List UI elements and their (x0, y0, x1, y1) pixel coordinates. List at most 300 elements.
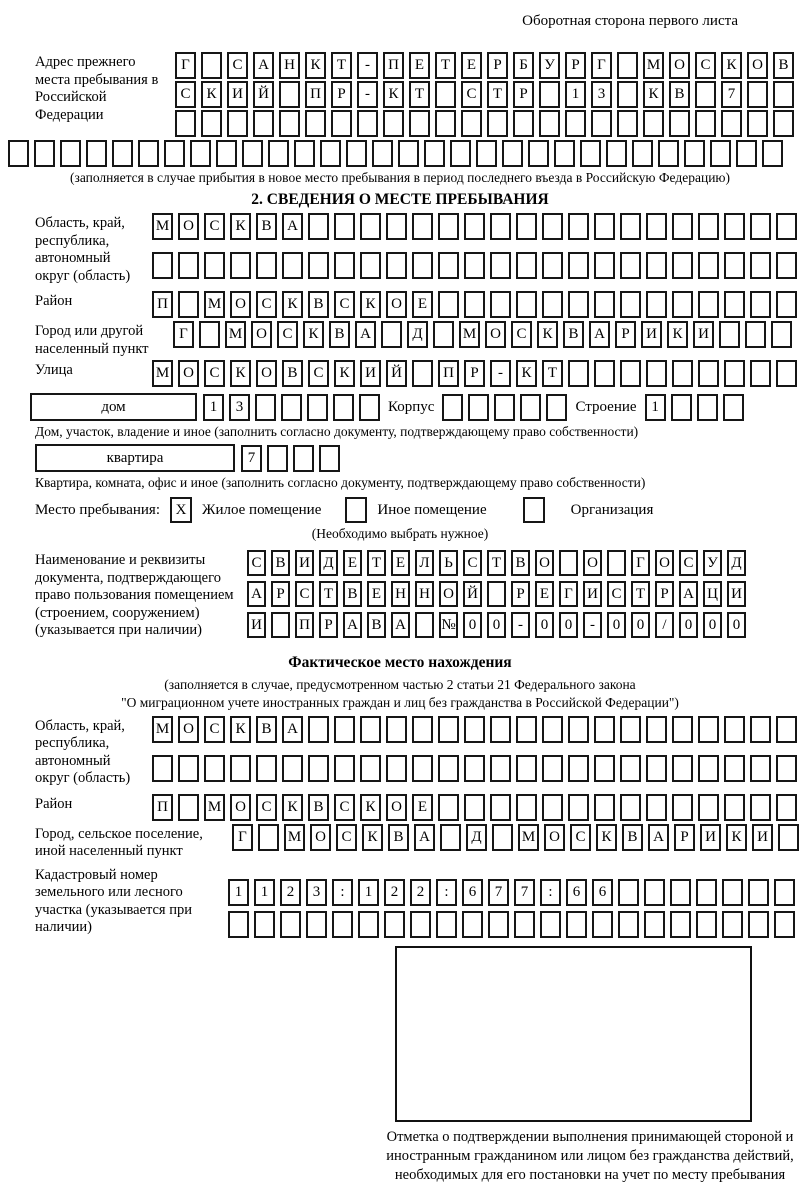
other-premises-checkbox[interactable] (345, 497, 367, 523)
char-cell[interactable] (620, 291, 641, 318)
char-cell[interactable]: О (544, 824, 565, 851)
char-cell[interactable]: Г (559, 581, 578, 607)
char-cell[interactable]: В (271, 550, 290, 576)
char-cell[interactable]: Г (173, 321, 194, 348)
char-cell[interactable] (698, 291, 719, 318)
char-cell[interactable] (620, 794, 641, 821)
char-cell[interactable] (670, 911, 691, 938)
char-cell[interactable]: № (439, 612, 458, 638)
char-cell[interactable] (438, 252, 459, 279)
char-cell[interactable] (516, 252, 537, 279)
char-cell[interactable]: Е (409, 52, 430, 79)
char-cell[interactable] (559, 550, 578, 576)
char-cell[interactable]: Т (331, 52, 352, 79)
char-cell[interactable]: Т (487, 81, 508, 108)
char-cell[interactable]: С (461, 81, 482, 108)
char-cell[interactable] (554, 140, 575, 167)
char-cell[interactable]: О (178, 716, 199, 743)
char-cell[interactable]: Т (367, 550, 386, 576)
char-cell[interactable]: В (308, 291, 329, 318)
char-cell[interactable] (516, 213, 537, 240)
char-cell[interactable]: М (225, 321, 246, 348)
char-cell[interactable]: - (583, 612, 602, 638)
char-cell[interactable] (242, 140, 263, 167)
char-cell[interactable]: 0 (727, 612, 746, 638)
char-cell[interactable] (360, 213, 381, 240)
char-cell[interactable] (594, 291, 615, 318)
char-cell[interactable] (672, 360, 693, 387)
char-cell[interactable]: И (247, 612, 266, 638)
char-cell[interactable] (490, 716, 511, 743)
char-cell[interactable] (750, 213, 771, 240)
char-cell[interactable]: С (511, 321, 532, 348)
char-cell[interactable]: О (439, 581, 458, 607)
char-cell[interactable]: С (308, 360, 329, 387)
char-cell[interactable] (594, 716, 615, 743)
char-cell[interactable] (646, 755, 667, 782)
char-cell[interactable]: С (227, 52, 248, 79)
char-cell[interactable] (398, 140, 419, 167)
char-cell[interactable]: С (570, 824, 591, 851)
char-cell[interactable] (201, 110, 222, 137)
char-cell[interactable]: К (282, 291, 303, 318)
char-cell[interactable] (279, 110, 300, 137)
char-cell[interactable]: В (329, 321, 350, 348)
char-cell[interactable] (216, 140, 237, 167)
char-cell[interactable] (201, 52, 222, 79)
char-cell[interactable] (228, 911, 249, 938)
char-cell[interactable]: 3 (229, 394, 250, 421)
char-cell[interactable] (253, 110, 274, 137)
char-cell[interactable] (435, 110, 456, 137)
char-cell[interactable]: - (357, 81, 378, 108)
char-cell[interactable]: С (679, 550, 698, 576)
char-cell[interactable] (334, 716, 355, 743)
char-cell[interactable]: А (679, 581, 698, 607)
char-cell[interactable] (542, 716, 563, 743)
char-cell[interactable] (331, 110, 352, 137)
char-cell[interactable]: И (700, 824, 721, 851)
char-cell[interactable] (412, 213, 433, 240)
char-cell[interactable] (698, 794, 719, 821)
char-cell[interactable] (724, 360, 745, 387)
char-cell[interactable]: А (282, 716, 303, 743)
char-cell[interactable]: А (343, 612, 362, 638)
char-cell[interactable]: В (388, 824, 409, 851)
char-cell[interactable]: С (295, 581, 314, 607)
char-cell[interactable] (644, 879, 665, 906)
char-cell[interactable] (762, 140, 783, 167)
char-cell[interactable]: Е (412, 291, 433, 318)
char-cell[interactable]: О (669, 52, 690, 79)
char-cell[interactable] (698, 360, 719, 387)
char-cell[interactable] (646, 291, 667, 318)
char-cell[interactable]: О (178, 213, 199, 240)
char-cell[interactable] (617, 110, 638, 137)
char-cell[interactable] (776, 755, 797, 782)
char-cell[interactable] (658, 140, 679, 167)
char-cell[interactable] (542, 755, 563, 782)
char-cell[interactable]: О (230, 794, 251, 821)
char-cell[interactable]: 2 (280, 879, 301, 906)
char-cell[interactable]: В (308, 794, 329, 821)
char-cell[interactable]: И (727, 581, 746, 607)
char-cell[interactable] (516, 755, 537, 782)
char-cell[interactable] (542, 291, 563, 318)
char-cell[interactable] (360, 252, 381, 279)
char-cell[interactable] (60, 140, 81, 167)
char-cell[interactable] (178, 755, 199, 782)
char-cell[interactable] (748, 879, 769, 906)
char-cell[interactable] (620, 213, 641, 240)
char-cell[interactable] (415, 612, 434, 638)
char-cell[interactable] (719, 321, 740, 348)
char-cell[interactable] (745, 321, 766, 348)
char-cell[interactable] (750, 360, 771, 387)
char-cell[interactable]: - (357, 52, 378, 79)
char-cell[interactable]: К (596, 824, 617, 851)
char-cell[interactable] (539, 110, 560, 137)
char-cell[interactable]: С (607, 581, 626, 607)
char-cell[interactable] (773, 110, 794, 137)
char-cell[interactable]: 6 (592, 879, 613, 906)
char-cell[interactable]: П (383, 52, 404, 79)
char-cell[interactable]: П (438, 360, 459, 387)
char-cell[interactable] (646, 213, 667, 240)
char-cell[interactable]: Д (727, 550, 746, 576)
char-cell[interactable] (293, 445, 314, 472)
char-cell[interactable] (520, 394, 541, 421)
char-cell[interactable]: Н (415, 581, 434, 607)
char-cell[interactable]: К (305, 52, 326, 79)
char-cell[interactable]: Н (391, 581, 410, 607)
char-cell[interactable] (412, 252, 433, 279)
char-cell[interactable] (464, 213, 485, 240)
char-cell[interactable]: У (703, 550, 722, 576)
char-cell[interactable]: О (583, 550, 602, 576)
char-cell[interactable] (670, 879, 691, 906)
char-cell[interactable] (513, 110, 534, 137)
char-cell[interactable]: К (334, 360, 355, 387)
char-cell[interactable] (178, 794, 199, 821)
char-cell[interactable] (516, 794, 537, 821)
char-cell[interactable] (442, 394, 463, 421)
char-cell[interactable]: 1 (203, 394, 224, 421)
char-cell[interactable] (542, 252, 563, 279)
char-cell[interactable] (487, 110, 508, 137)
char-cell[interactable] (722, 911, 743, 938)
char-cell[interactable]: К (643, 81, 664, 108)
char-cell[interactable]: 0 (487, 612, 506, 638)
char-cell[interactable] (592, 911, 613, 938)
char-cell[interactable] (698, 213, 719, 240)
char-cell[interactable]: О (655, 550, 674, 576)
char-cell[interactable] (778, 824, 799, 851)
char-cell[interactable] (776, 794, 797, 821)
char-cell[interactable] (306, 911, 327, 938)
char-cell[interactable] (568, 360, 589, 387)
char-cell[interactable]: Д (319, 550, 338, 576)
char-cell[interactable] (281, 394, 302, 421)
char-cell[interactable] (230, 252, 251, 279)
char-cell[interactable]: 7 (514, 879, 535, 906)
char-cell[interactable]: Ь (439, 550, 458, 576)
char-cell[interactable] (305, 110, 326, 137)
char-cell[interactable] (494, 394, 515, 421)
char-cell[interactable]: С (247, 550, 266, 576)
char-cell[interactable] (607, 550, 626, 576)
char-cell[interactable]: О (178, 360, 199, 387)
char-cell[interactable] (334, 755, 355, 782)
char-cell[interactable]: М (152, 716, 173, 743)
char-cell[interactable] (724, 291, 745, 318)
char-cell[interactable] (490, 213, 511, 240)
char-cell[interactable] (152, 755, 173, 782)
char-cell[interactable]: В (669, 81, 690, 108)
char-cell[interactable]: Г (175, 52, 196, 79)
char-cell[interactable] (464, 755, 485, 782)
char-cell[interactable] (412, 360, 433, 387)
char-cell[interactable]: : (436, 879, 457, 906)
char-cell[interactable] (334, 252, 355, 279)
char-cell[interactable] (175, 110, 196, 137)
char-cell[interactable]: И (360, 360, 381, 387)
char-cell[interactable]: Й (463, 581, 482, 607)
char-cell[interactable]: 0 (535, 612, 554, 638)
char-cell[interactable]: 1 (228, 879, 249, 906)
char-cell[interactable] (360, 755, 381, 782)
char-cell[interactable] (750, 291, 771, 318)
char-cell[interactable] (618, 879, 639, 906)
char-cell[interactable] (776, 213, 797, 240)
char-cell[interactable]: Р (655, 581, 674, 607)
char-cell[interactable] (334, 213, 355, 240)
char-cell[interactable] (461, 110, 482, 137)
char-cell[interactable] (776, 291, 797, 318)
char-cell[interactable] (492, 824, 513, 851)
char-cell[interactable] (516, 716, 537, 743)
char-cell[interactable] (771, 321, 792, 348)
char-cell[interactable] (255, 394, 276, 421)
char-cell[interactable]: М (643, 52, 664, 79)
char-cell[interactable] (386, 716, 407, 743)
char-cell[interactable] (724, 755, 745, 782)
char-cell[interactable]: К (230, 213, 251, 240)
char-cell[interactable] (254, 911, 275, 938)
char-cell[interactable] (256, 252, 277, 279)
char-cell[interactable]: В (511, 550, 530, 576)
char-cell[interactable]: 7 (488, 879, 509, 906)
char-cell[interactable]: К (360, 291, 381, 318)
char-cell[interactable] (594, 360, 615, 387)
char-cell[interactable] (568, 213, 589, 240)
char-cell[interactable] (565, 110, 586, 137)
char-cell[interactable] (490, 252, 511, 279)
char-cell[interactable]: Ц (703, 581, 722, 607)
char-cell[interactable]: И (295, 550, 314, 576)
char-cell[interactable] (540, 911, 561, 938)
char-cell[interactable] (412, 716, 433, 743)
char-cell[interactable] (34, 140, 55, 167)
char-cell[interactable] (332, 911, 353, 938)
char-cell[interactable] (199, 321, 220, 348)
char-cell[interactable]: Р (464, 360, 485, 387)
char-cell[interactable]: К (726, 824, 747, 851)
char-cell[interactable] (178, 291, 199, 318)
char-cell[interactable]: К (230, 360, 251, 387)
char-cell[interactable]: Р (513, 81, 534, 108)
char-cell[interactable] (568, 755, 589, 782)
char-cell[interactable] (384, 911, 405, 938)
char-cell[interactable]: Т (631, 581, 650, 607)
char-cell[interactable] (383, 110, 404, 137)
char-cell[interactable]: О (230, 291, 251, 318)
char-cell[interactable]: О (386, 794, 407, 821)
char-cell[interactable] (722, 879, 743, 906)
char-cell[interactable] (279, 81, 300, 108)
char-cell[interactable] (308, 252, 329, 279)
char-cell[interactable] (617, 52, 638, 79)
char-cell[interactable]: Р (319, 612, 338, 638)
char-cell[interactable] (462, 911, 483, 938)
char-cell[interactable]: Р (565, 52, 586, 79)
char-cell[interactable] (695, 110, 716, 137)
char-cell[interactable] (516, 291, 537, 318)
char-cell[interactable] (774, 911, 795, 938)
char-cell[interactable]: М (518, 824, 539, 851)
char-cell[interactable] (358, 911, 379, 938)
char-cell[interactable]: Н (279, 52, 300, 79)
char-cell[interactable] (433, 321, 454, 348)
char-cell[interactable] (750, 755, 771, 782)
char-cell[interactable] (227, 110, 248, 137)
char-cell[interactable] (438, 291, 459, 318)
char-cell[interactable]: М (204, 794, 225, 821)
char-cell[interactable] (646, 360, 667, 387)
char-cell[interactable]: 1 (645, 394, 666, 421)
char-cell[interactable]: 7 (241, 445, 262, 472)
char-cell[interactable] (672, 716, 693, 743)
char-cell[interactable] (724, 252, 745, 279)
char-cell[interactable]: С (256, 794, 277, 821)
char-cell[interactable]: 0 (463, 612, 482, 638)
char-cell[interactable] (372, 140, 393, 167)
char-cell[interactable]: К (282, 794, 303, 821)
char-cell[interactable]: И (641, 321, 662, 348)
char-cell[interactable] (268, 140, 289, 167)
char-cell[interactable]: Р (487, 52, 508, 79)
char-cell[interactable] (256, 755, 277, 782)
char-cell[interactable]: М (284, 824, 305, 851)
char-cell[interactable]: Р (674, 824, 695, 851)
char-cell[interactable]: Т (542, 360, 563, 387)
char-cell[interactable] (386, 755, 407, 782)
char-cell[interactable] (464, 794, 485, 821)
char-cell[interactable]: Е (391, 550, 410, 576)
char-cell[interactable] (698, 716, 719, 743)
char-cell[interactable] (643, 110, 664, 137)
char-cell[interactable]: К (360, 794, 381, 821)
char-cell[interactable]: Й (386, 360, 407, 387)
char-cell[interactable]: Е (343, 550, 362, 576)
char-cell[interactable]: К (516, 360, 537, 387)
char-cell[interactable] (721, 110, 742, 137)
organization-checkbox[interactable] (523, 497, 545, 523)
char-cell[interactable] (308, 716, 329, 743)
char-cell[interactable]: Т (435, 52, 456, 79)
char-cell[interactable]: О (256, 360, 277, 387)
char-cell[interactable] (546, 394, 567, 421)
char-cell[interactable] (271, 612, 290, 638)
char-cell[interactable] (620, 716, 641, 743)
char-cell[interactable] (568, 252, 589, 279)
char-cell[interactable]: 0 (607, 612, 626, 638)
char-cell[interactable]: В (367, 612, 386, 638)
char-cell[interactable]: Т (409, 81, 430, 108)
char-cell[interactable]: Д (407, 321, 428, 348)
char-cell[interactable]: В (256, 716, 277, 743)
char-cell[interactable]: 0 (559, 612, 578, 638)
char-cell[interactable] (230, 755, 251, 782)
char-cell[interactable] (684, 140, 705, 167)
char-cell[interactable] (190, 140, 211, 167)
char-cell[interactable] (476, 140, 497, 167)
char-cell[interactable]: Е (412, 794, 433, 821)
char-cell[interactable]: / (655, 612, 674, 638)
char-cell[interactable] (320, 140, 341, 167)
char-cell[interactable] (450, 140, 471, 167)
char-cell[interactable]: А (391, 612, 410, 638)
char-cell[interactable]: М (459, 321, 480, 348)
char-cell[interactable] (490, 794, 511, 821)
char-cell[interactable] (617, 81, 638, 108)
char-cell[interactable]: П (305, 81, 326, 108)
char-cell[interactable]: П (152, 291, 173, 318)
char-cell[interactable] (618, 911, 639, 938)
char-cell[interactable]: И (583, 581, 602, 607)
char-cell[interactable] (112, 140, 133, 167)
char-cell[interactable] (346, 140, 367, 167)
char-cell[interactable] (360, 716, 381, 743)
char-cell[interactable]: 0 (703, 612, 722, 638)
char-cell[interactable]: Р (615, 321, 636, 348)
char-cell[interactable]: 3 (591, 81, 612, 108)
char-cell[interactable] (724, 794, 745, 821)
char-cell[interactable] (620, 252, 641, 279)
char-cell[interactable] (724, 213, 745, 240)
char-cell[interactable] (698, 755, 719, 782)
char-cell[interactable]: Г (631, 550, 650, 576)
char-cell[interactable]: К (537, 321, 558, 348)
char-cell[interactable]: 3 (306, 879, 327, 906)
char-cell[interactable] (410, 911, 431, 938)
char-cell[interactable] (319, 445, 340, 472)
char-cell[interactable] (747, 81, 768, 108)
char-cell[interactable] (468, 394, 489, 421)
char-cell[interactable] (514, 911, 535, 938)
char-cell[interactable] (502, 140, 523, 167)
char-cell[interactable] (750, 794, 771, 821)
char-cell[interactable] (435, 81, 456, 108)
char-cell[interactable]: С (277, 321, 298, 348)
char-cell[interactable]: К (383, 81, 404, 108)
char-cell[interactable]: 2 (384, 879, 405, 906)
char-cell[interactable] (490, 755, 511, 782)
char-cell[interactable]: Б (513, 52, 534, 79)
char-cell[interactable] (672, 213, 693, 240)
char-cell[interactable] (438, 794, 459, 821)
char-cell[interactable]: Й (253, 81, 274, 108)
